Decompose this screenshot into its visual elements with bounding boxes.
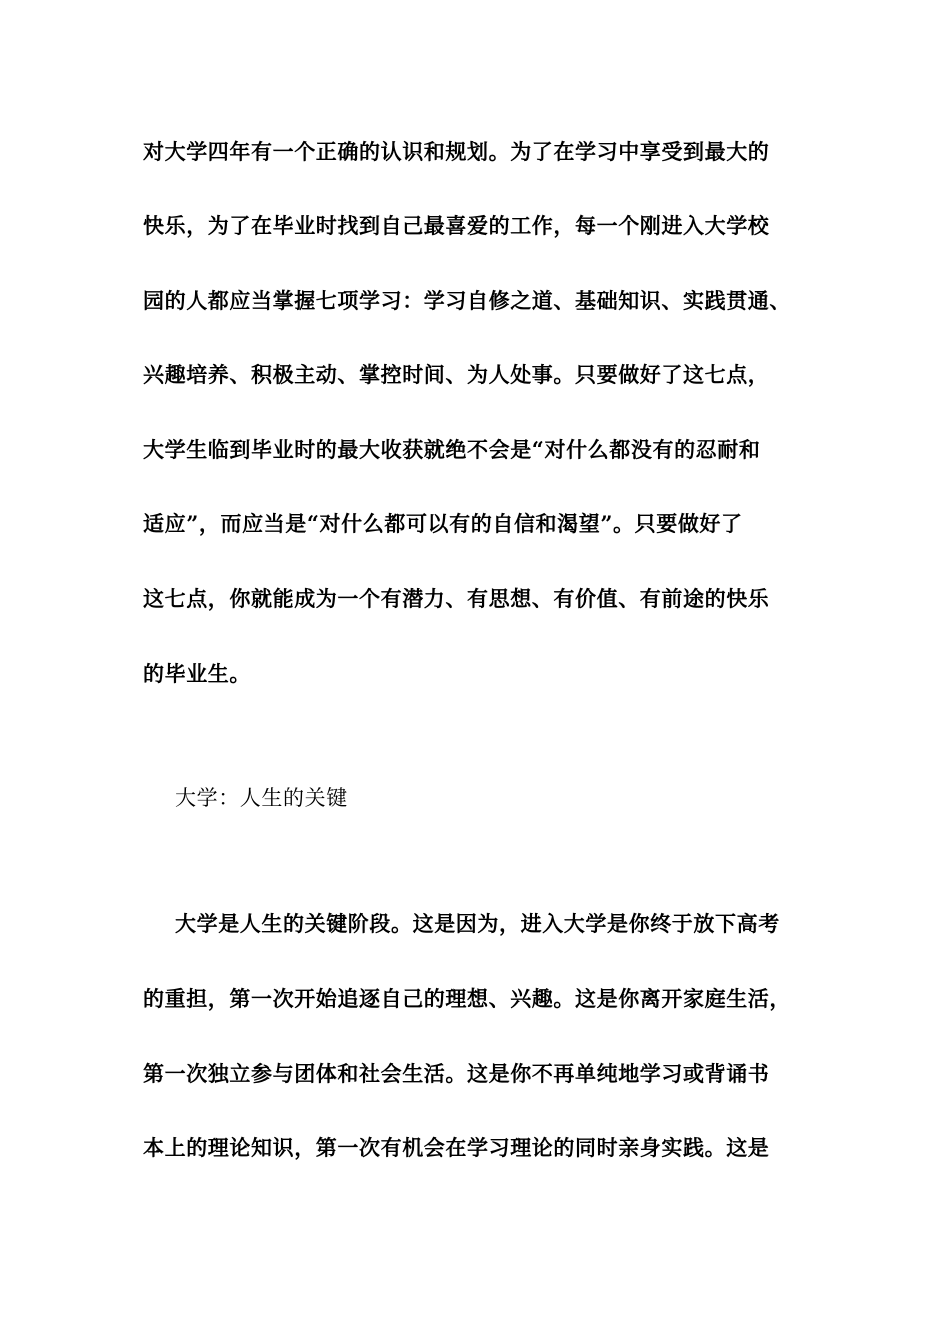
paragraph2-line-4: 本上的理论知识，第一次有机会在学习理论的同时亲身实践。这是 [143,1135,770,1160]
section-heading: 大学：人生的关键 [175,786,348,810]
paragraph1-line-8: 的毕业生。 [143,661,251,686]
paragraph1-line-2: 快乐，为了在毕业时找到自己最喜爱的工作，每一个刚进入大学校 [143,213,770,238]
paragraph1-line-7: 这七点，你就能成为一个有潜力、有思想、有价值、有前途的快乐 [143,586,770,611]
paragraph1-line-6: 适应”，而应当是“对什么都可以有的自信和渴望”。只要做好了 [143,511,743,536]
paragraph2-line-1: 大学是人生的关键阶段。这是因为，进入大学是你终于放下高考 [175,911,780,936]
paragraph1-line-1: 对大学四年有一个正确的认识和规划。为了在学习中享受到最大的 [143,139,770,164]
paragraph1-line-4: 兴趣培养、积极主动、掌控时间、为人处事。只要做好了这七点， [143,362,770,387]
paragraph2-line-3: 第一次独立参与团体和社会生活。这是你不再单纯地学习或背诵书 [143,1061,770,1086]
paragraph1-line-3: 园的人都应当掌握七项学习：学习自修之道、基础知识、实践贯通、 [143,288,791,313]
paragraph2-line-2: 的重担，第一次开始追逐自己的理想、兴趣。这是你离开家庭生活， [143,986,791,1011]
paragraph1-line-5: 大学生临到毕业时的最大收获就绝不会是“对什么都没有的忍耐和 [143,437,761,462]
